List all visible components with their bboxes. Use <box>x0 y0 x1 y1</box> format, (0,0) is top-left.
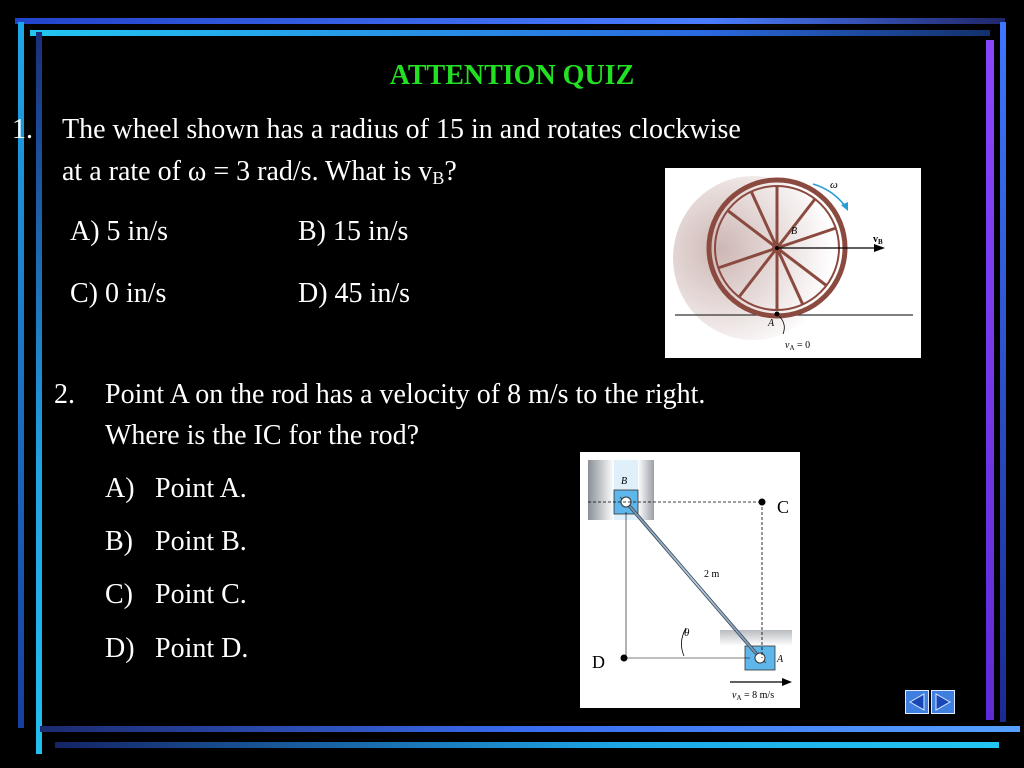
q2-line2: Where is the IC for the rod? <box>105 420 420 451</box>
wheel-a-label: A <box>768 318 775 329</box>
rod-diagram <box>580 452 800 708</box>
q2-option-d-letter: D) <box>105 633 135 664</box>
wheel-diagram <box>665 168 921 358</box>
rod-a-label: A <box>777 654 784 665</box>
rod-va-eq: = 8 m/s <box>741 690 775 701</box>
wheel-vb-sub: B <box>878 238 883 246</box>
q1-answer-d[interactable]: D) 45 in/s <box>298 278 410 309</box>
wheel-b-label: B <box>791 226 798 237</box>
frame-left-bar-inner <box>36 32 42 754</box>
q1-line2-suffix: ? <box>444 156 457 187</box>
arrow-right-icon <box>932 691 954 713</box>
q1-number: 1. <box>12 114 33 145</box>
q2-option-d[interactable] <box>105 631 248 667</box>
prev-slide-button[interactable] <box>905 690 929 714</box>
rod-va-sub: A <box>736 694 742 702</box>
frame-top-bar <box>15 18 1005 24</box>
frame-bottom-bar <box>40 726 1020 732</box>
wheel-va-eq: = 0 <box>794 340 811 351</box>
q2-option-d-text: Point D. <box>155 633 249 664</box>
q1-answer-a[interactable]: A) 5 in/s <box>70 216 168 247</box>
svg-text:vA = 8 m/s <box>732 690 774 702</box>
q1-line2-sub: B <box>432 168 445 188</box>
q1-answer-b[interactable]: B) 15 in/s <box>298 216 409 247</box>
wheel-va-label: v <box>785 340 790 351</box>
q2-option-b-letter: B) <box>105 526 133 557</box>
q2-option-c-text: Point C. <box>155 579 247 610</box>
q2-option-b[interactable] <box>105 524 247 560</box>
q2-number: 2. <box>54 379 75 410</box>
q1-answer-c[interactable]: C) 0 in/s <box>70 278 167 309</box>
q1-line2-prefix: at a rate of ω = 3 rad/s. What is v <box>62 156 433 187</box>
q2-line1: Point A on the rod has a velocity of 8 m/s to the right. <box>105 379 706 410</box>
q2-option-a-text: Point A. <box>155 473 247 504</box>
next-slide-button[interactable] <box>931 690 955 714</box>
svg-text:vA = 0 <box>785 340 810 352</box>
arrow-left-icon <box>906 691 928 713</box>
rod-length-label: 2 m <box>704 569 720 580</box>
q2-option-c[interactable] <box>105 577 247 613</box>
point-d-label: D <box>592 652 605 672</box>
frame-top-bar-cyan <box>30 30 990 36</box>
rod-va-label: v <box>732 690 737 701</box>
wheel-va-sub: A <box>789 344 795 352</box>
wheel-vb-label: v <box>873 234 878 245</box>
frame-right-bar <box>986 40 994 720</box>
rod-theta-label: θ <box>684 627 690 639</box>
q2-option-b-text: Point B. <box>155 526 247 557</box>
q2-option-a[interactable] <box>105 471 247 507</box>
slide-title: ATTENTION QUIZ <box>389 60 635 91</box>
wheel-omega-label: ω <box>830 179 838 191</box>
q2-option-a-letter: A) <box>105 473 135 504</box>
point-c-label: C <box>777 497 790 517</box>
q1-line1: The wheel shown has a radius of 15 in and rotates clockwise <box>62 114 741 145</box>
rod-figure <box>580 452 800 708</box>
q1-line2 <box>62 154 457 190</box>
rod-b-label: B <box>621 476 628 487</box>
wheel-figure <box>665 168 921 358</box>
q2-option-c-letter: C) <box>105 579 133 610</box>
frame-bottom-bar-cyan <box>55 742 999 748</box>
frame-right-bar-outer <box>1000 22 1006 722</box>
svg-text:vB <box>873 234 883 246</box>
